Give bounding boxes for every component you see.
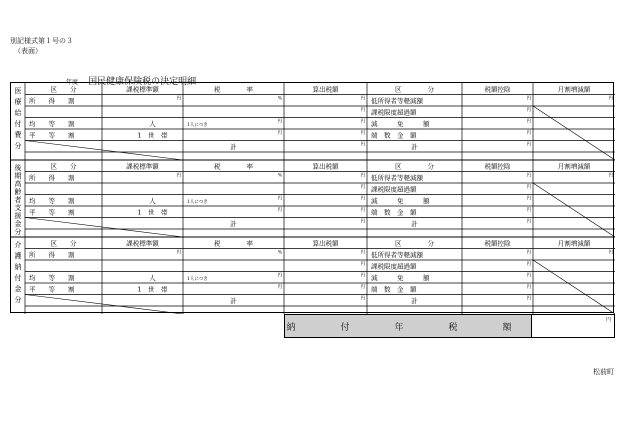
- yen-unit: 円: [526, 196, 531, 202]
- yen-unit: 円: [360, 262, 365, 267]
- deduction-label: 端 数 金 額: [371, 131, 417, 140]
- total-label: 計: [230, 220, 237, 228]
- title-text: 国民健康保険税の決定明細: [88, 77, 197, 87]
- yen-unit: 円: [277, 273, 282, 279]
- yen-unit: 円: [526, 131, 531, 136]
- yen-unit: 円: [526, 96, 531, 102]
- form-grid: [11, 83, 615, 314]
- yen-unit: 円: [360, 108, 365, 113]
- col-header-sanshutsu: 算出税額: [312, 239, 339, 248]
- col-header-koujo: 税額控除: [484, 239, 511, 248]
- row-label: 平 等 割: [29, 285, 75, 294]
- grand-total-value-cell[interactable]: [532, 314, 615, 338]
- section-name-char: 期: [14, 172, 22, 181]
- deduction-label: 低所得者等軽減額: [371, 251, 423, 259]
- row-label: 均 等 割: [29, 120, 75, 128]
- per-person: 1人につき: [187, 200, 208, 205]
- yen-unit: 円: [360, 285, 365, 290]
- grand-total-yen-unit: 円: [605, 317, 611, 323]
- deduction-label: 端 数 金 額: [371, 285, 417, 294]
- section-name-char: 支: [14, 204, 22, 213]
- tax-form-table: [10, 82, 614, 313]
- section-name-char: 分: [14, 296, 22, 304]
- right-total-label: 計: [411, 297, 418, 305]
- section-name-char: 高: [14, 180, 22, 189]
- yen-unit: 円: [360, 196, 365, 202]
- section-name-char: 付: [14, 120, 22, 128]
- yen-unit: 円: [360, 131, 365, 136]
- deduction-label: 課税限度超過額: [371, 108, 417, 117]
- yen-unit: 円: [608, 250, 613, 256]
- yen-unit: 円: [526, 185, 531, 190]
- row-qty: 人: [149, 274, 156, 282]
- row-label: 均 等 割: [29, 274, 75, 282]
- deduction-label: 減 免 額: [371, 274, 430, 282]
- col-header-tsuki: 月割増減額: [557, 162, 591, 171]
- yen-unit: 円: [277, 131, 282, 136]
- col-header-koujo: 税額控除: [484, 162, 511, 171]
- yen-unit: 円: [526, 119, 531, 125]
- col-header-sanshutsu: 算出税額: [312, 85, 339, 94]
- yen-unit: 円: [526, 108, 531, 113]
- col-header-kazei: 課税標準額: [126, 85, 159, 94]
- section-name-char: 金: [14, 220, 22, 229]
- deduction-label: 課税限度超過額: [371, 262, 417, 271]
- yen-unit: 円: [176, 250, 181, 256]
- row-qty: 人: [149, 197, 156, 205]
- section-name-char: 医: [14, 87, 22, 95]
- right-total-label: 計: [411, 220, 418, 228]
- row-label: 所 得 割: [29, 97, 75, 105]
- total-label: 計: [230, 143, 237, 151]
- col-header-zeiritsu: 税 率: [214, 162, 253, 171]
- section-name-char: 援: [14, 212, 22, 221]
- yen-unit: 円: [277, 119, 282, 125]
- yen-unit: 円: [360, 250, 365, 256]
- yen-unit: 円: [526, 285, 531, 290]
- yen-unit: 円: [526, 173, 531, 179]
- yen-unit: 円: [360, 208, 365, 213]
- col-header-koujo: 税額控除: [484, 85, 511, 94]
- col-header-kubun2: 区 分: [395, 85, 434, 94]
- deduction-label: 減 免 額: [371, 197, 430, 205]
- row-label: 均 等 割: [29, 197, 75, 205]
- yen-unit: 円: [360, 142, 365, 148]
- row-label: 平 等 割: [29, 208, 75, 217]
- per-person: 1人につき: [187, 123, 208, 128]
- row-qty: 1 世 帯: [137, 131, 168, 140]
- col-header-tsuki: 月割増減額: [557, 239, 591, 248]
- yen-unit: 円: [526, 250, 531, 256]
- section-name-char: 給: [14, 109, 22, 117]
- col-header-zeiritsu: 税 率: [214, 85, 253, 94]
- yen-unit: 円: [360, 219, 365, 225]
- yen-unit: 円: [360, 185, 365, 190]
- municipality-name: 松前町: [593, 368, 614, 376]
- deduction-label: 減 免 額: [371, 120, 430, 128]
- col-header-sanshutsu: 算出税額: [312, 162, 339, 171]
- section-name-char: 費: [14, 131, 22, 139]
- section-name-char: 介: [14, 241, 22, 249]
- row-qty: 1 世 帯: [137, 208, 168, 217]
- col-header-tsuki: 月割増減額: [557, 85, 591, 94]
- yen-unit: 円: [176, 173, 181, 179]
- percent-unit: %: [277, 250, 282, 256]
- deduction-label: 低所得者等軽減額: [371, 97, 423, 105]
- col-header-zeiritsu: 税 率: [214, 239, 253, 248]
- yen-unit: 円: [526, 219, 531, 225]
- section-name-char: 護: [14, 252, 22, 260]
- yen-unit: 円: [526, 296, 531, 302]
- yen-unit: 円: [176, 96, 181, 102]
- section-name-char: 納: [14, 263, 22, 271]
- col-header-kubun: 区 分: [50, 162, 77, 171]
- yen-unit: 円: [608, 96, 613, 102]
- row-label: 平 等 割: [29, 131, 75, 140]
- row-label: 所 得 割: [29, 174, 75, 182]
- section-name-char: 分: [14, 228, 22, 237]
- row-qty: 人: [149, 120, 156, 128]
- percent-unit: %: [277, 173, 282, 179]
- diagonal-slash: [25, 295, 183, 315]
- col-header-kazei: 課税標準額: [126, 162, 159, 171]
- section-name-char: 者: [14, 196, 22, 205]
- yen-unit: 円: [526, 262, 531, 267]
- yen-unit: 円: [526, 142, 531, 148]
- grand-total-label: 納 付 年 税 額: [284, 314, 532, 338]
- col-header-kubun: 区 分: [50, 239, 77, 248]
- diagonal-slash: [25, 218, 183, 238]
- section-name-char: 療: [14, 98, 22, 106]
- yen-unit: 円: [608, 173, 613, 179]
- year-suffix: 年度: [66, 79, 79, 86]
- col-header-kubun2: 区 分: [395, 239, 434, 248]
- diagonal-slash: [25, 141, 183, 161]
- yen-unit: 円: [360, 296, 365, 302]
- percent-unit: %: [277, 96, 282, 102]
- yen-unit: 円: [277, 208, 282, 213]
- yen-unit: 円: [360, 119, 365, 125]
- section-name-char: 齢: [14, 188, 22, 197]
- section-name-char: 後: [14, 164, 22, 172]
- section-name-char: 金: [14, 285, 22, 293]
- deduction-label: 課税限度超過額: [371, 185, 417, 194]
- yen-unit: 円: [360, 273, 365, 279]
- form-number: 別記様式第１号の３: [10, 37, 73, 45]
- deduction-label: 端 数 金 額: [371, 208, 417, 217]
- yen-unit: 円: [360, 96, 365, 102]
- yen-unit: 円: [277, 285, 282, 290]
- right-total-label: 計: [411, 143, 418, 151]
- yen-unit: 円: [277, 196, 282, 202]
- side-label: （表面）: [14, 47, 42, 55]
- per-person: 1人につき: [187, 277, 208, 282]
- yen-unit: 円: [526, 273, 531, 279]
- deduction-label: 低所得者等軽減額: [371, 174, 423, 182]
- total-label: 計: [230, 297, 237, 305]
- col-header-kubun: 区 分: [50, 85, 77, 94]
- col-header-kazei: 課税標準額: [126, 239, 159, 248]
- section-name-char: 付: [14, 274, 22, 282]
- yen-unit: 円: [360, 173, 365, 179]
- row-label: 所 得 割: [29, 251, 75, 259]
- row-qty: 1 世 帯: [137, 285, 168, 294]
- section-name-char: 分: [14, 142, 22, 150]
- yen-unit: 円: [526, 208, 531, 213]
- col-header-kubun2: 区 分: [395, 162, 434, 171]
